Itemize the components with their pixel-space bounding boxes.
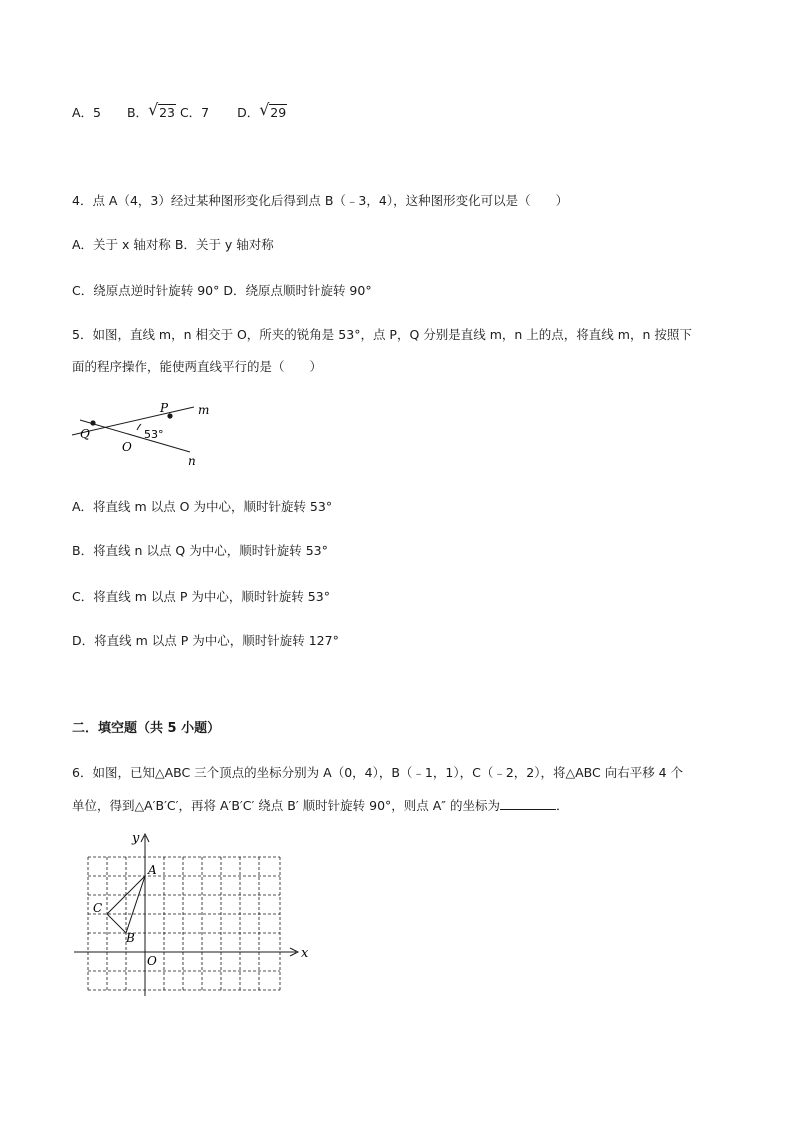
q5-figure [60,392,230,474]
q4-options-line2: C．绕原点逆时针旋转 90° D．绕原点顺时针旋转 90° [72,283,372,298]
q6-stem-line1: 6．如图，已知△ABC 三个顶点的坐标分别为 A（0，4），B（﹣1，1），C（﹣2，2），将△ABC 向右平移 4 个 [72,765,684,780]
q6-stem-line2 [72,796,568,815]
q3-option-c: C．7 [179,105,210,120]
label-y: y [132,831,140,846]
point-p [167,413,172,418]
q3-option-b-radicand: 23 [159,105,175,120]
q6-stem-text: 单位，得到△A′B′C′，再将 A′B′C′ 绕点 B′ 顺时针旋转 90°，则点 A″ 的坐标为 [72,798,500,813]
q3-option-a: A．5 [72,105,102,120]
label-q: Q [80,427,90,441]
q3-option-d-prefix: D． [237,105,260,120]
q5-option-c: C．将直线 m 以点 P 为中心，顺时针旋转 53° [72,589,330,604]
q6-figure [68,828,318,1000]
q6-stem-end: ． [555,798,569,813]
q3-option-d [237,100,287,122]
point-q [90,420,95,425]
q5-stem-line1: 5．如图，直线 m，n 相交于 O，所夹的锐角是 53°，点 P，Q 分别是直线 m，n 上的点，将直线 m，n 按照下 [72,327,692,342]
sqrt-symbol: √ 23 [148,100,175,120]
label-a: A [148,863,157,877]
q4-stem: 4．点 A（4，3）经过某种图形变化后得到点 B（﹣3，4），这种图形变化可以是（ ） [72,193,569,208]
q3-options [72,100,287,122]
label-p: P [160,401,169,415]
q5-option-a: A．将直线 m 以点 O 为中心，顺时针旋转 53° [72,499,333,514]
angle-arc [137,424,141,430]
q5-option-b: B．将直线 n 以点 Q 为中心，顺时针旋转 53° [72,543,328,558]
line-m [72,407,194,435]
q5-stem-line2: 面的程序操作，能使两直线平行的是（ ） [72,359,323,374]
sqrt-symbol: √ 29 [259,100,287,120]
q5-option-d: D．将直线 m 以点 P 为中心，顺时针旋转 127° [72,633,339,648]
label-x: x [301,946,309,961]
label-n: n [188,454,196,468]
line-n [80,420,190,452]
label-o: O [147,954,157,968]
q3-option-d-radicand: 29 [270,105,287,120]
label-b: B [126,931,135,945]
angle-label: 53° [144,428,164,441]
q3-option-b-prefix: B． [126,105,149,120]
label-m: m [198,403,210,417]
q3-option-b [126,100,176,122]
q4-options-line1: A．关于 x 轴对称 B．关于 y 轴对称 [72,237,274,252]
label-c: C [93,901,103,915]
answer-blank[interactable] [500,796,556,810]
section-title: 二．填空题（共 5 小题） [72,721,221,736]
label-o: O [122,440,132,454]
